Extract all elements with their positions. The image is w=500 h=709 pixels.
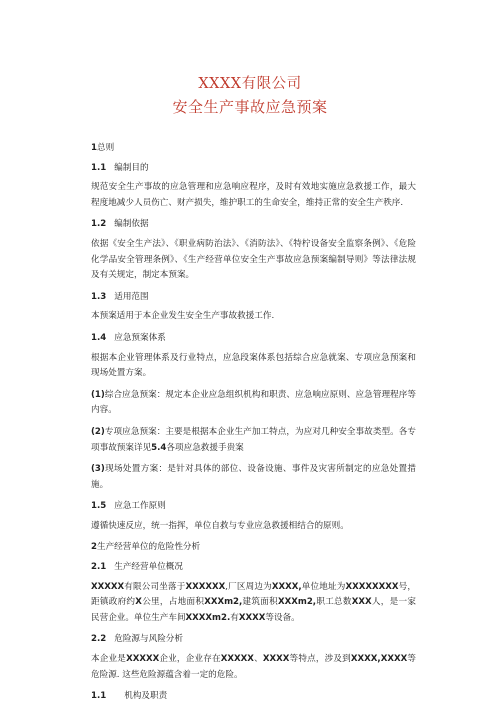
subsection-number: 2.2	[91, 634, 107, 645]
subsection-heading	[91, 560, 416, 576]
placeholder-text: XXXXXXXX	[345, 581, 399, 592]
paragraph-text: 建筑面积	[242, 597, 278, 608]
subsection-title: 应急工作原则	[114, 501, 166, 512]
paragraph-text: 有	[230, 612, 239, 623]
list-item-label: (2)	[91, 426, 105, 437]
list-item-text: 综合应急预案：规定本企业应急组织机构和职责、应急响应原则、应急管理程序等内容。	[91, 389, 416, 416]
subsection-heading	[91, 499, 416, 515]
placeholder-text: XXXX,	[271, 581, 302, 592]
placeholder-text: XXXXXX	[185, 581, 226, 592]
paragraph-text: 本企业是	[91, 654, 127, 665]
subsection-title: 编制目的	[114, 162, 149, 173]
subsection-heading	[91, 632, 416, 648]
subsection-heading	[91, 161, 416, 177]
subsection-title: 应急预案体系	[114, 332, 166, 343]
paragraph: 根据本企业管理体系及行业特点，应急段案体系包括综合应急就案、专项应急预案和现场处置方案。	[91, 352, 416, 379]
document-title: XXXX有限公司	[198, 76, 302, 92]
paragraph-text: 等危险源. 这些危险源蕴含着一定的危险。	[91, 654, 416, 680]
subsection-title: 编制依据	[114, 219, 149, 230]
placeholder-text: XXXXX	[126, 654, 160, 665]
paragraph: 遵循快速反应，统一指挥，单位自救与专业应急救援相结合的原则。	[91, 520, 349, 531]
document-body	[91, 141, 416, 709]
placeholder-text: XXXm2,	[204, 597, 243, 608]
placeholder-text: XXXX,XXXX	[350, 654, 408, 665]
subsection-number: 1.2	[91, 219, 107, 230]
paragraph: 本预案适用于本企业发生安全生产事故救援工作.	[91, 311, 275, 322]
placeholder-text: XXX	[351, 597, 372, 608]
paragraph	[91, 652, 416, 683]
subsection-number: 1.5	[91, 501, 107, 512]
paragraph-text: 等特点，涉及到	[289, 654, 351, 665]
paragraph-text: 、	[253, 654, 263, 665]
placeholder-text: XXXXX	[91, 581, 125, 592]
paragraph: 依据《安全生产法》、《职业病防治法》、《消防法》、《特柠设备安全监察条例》、《危险化学品安全管理条例》、《生产经营单位安全生产事故应急预案编制导则》等法律法规及有关规定，制定本预案。	[91, 238, 416, 281]
subsection-heading	[91, 331, 416, 347]
section-title: 生产经营单位的危险性分析	[96, 542, 201, 553]
paragraph-text: 等设备。	[265, 612, 300, 623]
subsection-number: 1.4	[91, 332, 107, 343]
placeholder-text: XXXm2,	[278, 597, 317, 608]
placeholder-text: XXXX	[238, 612, 266, 623]
section-title: 总则	[96, 143, 115, 153]
subsection-title: 机构及职责	[124, 691, 168, 702]
subsection-number: 1.1	[91, 691, 107, 702]
list-item	[91, 388, 416, 419]
paragraph-text: 人，是一家民营企业。单位生产车间	[91, 597, 416, 623]
list-item	[91, 462, 416, 493]
section-number: 2	[91, 542, 97, 553]
list-item-text: 专项应急预案：主要是根据本企业生产加工特点，为应对几种安全事故类型。各专项事故预案详见	[91, 426, 416, 453]
section-number: 1	[91, 143, 97, 153]
paragraph-text: ,厂区周边为	[225, 581, 272, 592]
list-item-text: 各项应急救援手贵案	[166, 442, 244, 453]
section-heading	[91, 540, 416, 556]
placeholder-text: XXXX	[262, 654, 290, 665]
section-heading	[91, 141, 416, 157]
paragraph-text: 单位地址为	[301, 581, 346, 592]
paragraph: 规范安全生产事故的应急管理和应急响应程序，及时有效地实施应急救援工作，最大程度地减少人员伤亡、财产损失，维护职工的生命安全，维持正常的安全生产秩序.	[91, 182, 416, 208]
section-reference: 5.4	[151, 442, 167, 453]
list-item-label: (3)	[91, 464, 105, 475]
subsection-title: 危险源与风险分析	[114, 634, 183, 645]
subsection-number: 1.1	[91, 162, 107, 173]
placeholder-text: X	[135, 597, 142, 608]
subsection-title: 适用范围	[114, 291, 149, 302]
paragraph-text: 有限公司坐落于	[124, 581, 186, 592]
paragraph-text: 号，距镇政府约	[91, 581, 416, 608]
subsection-title: 生产经营单位概况	[114, 562, 183, 573]
subsection-number: 1.3	[91, 291, 107, 302]
paragraph-text: 企业，企业存在	[159, 654, 221, 665]
subsection-heading	[91, 689, 416, 705]
paragraph-text: 职工总数	[316, 597, 352, 608]
paragraph-text: 公里，占地面积	[141, 597, 205, 608]
subsection-number: 2.1	[91, 562, 107, 573]
list-item-text: 现场处置方案：是针对具体的部位、设备设施、事件及灾害所制定的应急处置措施。	[91, 464, 416, 490]
placeholder-text: XXXXm2.	[185, 612, 231, 623]
subsection-heading	[91, 217, 416, 233]
list-item-label: (1)	[91, 389, 105, 400]
document-subtitle: 安全生产事故应急预案	[172, 98, 328, 116]
list-item	[91, 425, 416, 456]
placeholder-text: XXXXX	[220, 654, 254, 665]
paragraph	[91, 580, 416, 627]
subsection-heading	[91, 290, 416, 306]
